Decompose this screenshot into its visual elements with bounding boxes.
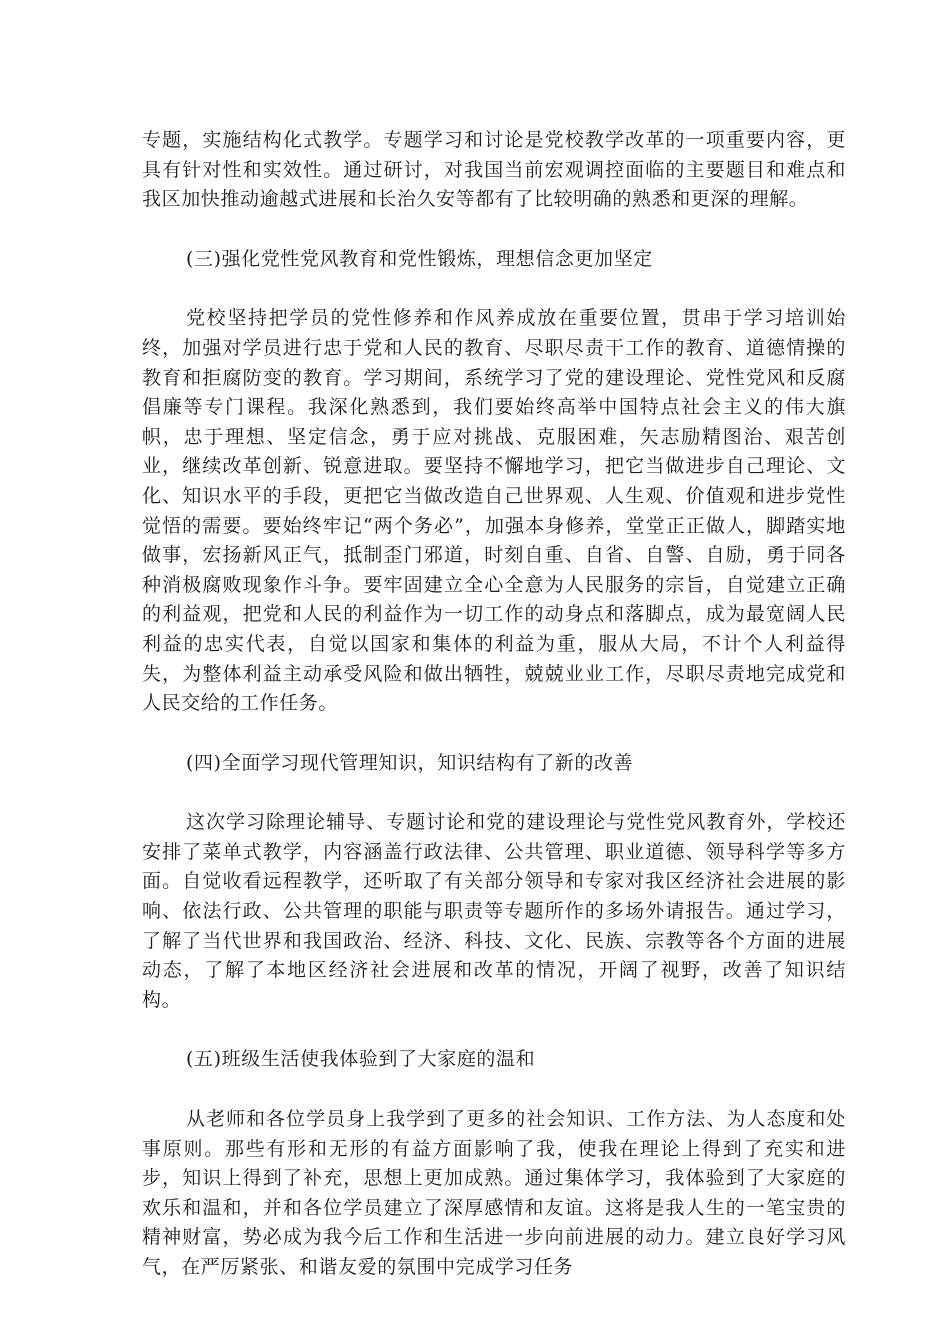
paragraph-continuation: 专题，实施结构化式教学。专题学习和讨论是党校教学改革的一项重要内容，更具有针对性和实效性。通过研讨，对我国当前宏观调控面临的主要题目和难点和我区加快推动逾越式进展和长治久安等都有了比较明确的熟悉和更深的理解。 [142,129,846,211]
paragraph-party-spirit: 党校坚持把学员的党性修养和作风养成放在重要位置，贯串于学习培训始终，加强对学员进行忠于党和人民的教育、尽职尽责干工作的教育、道德情操的教育和拒腐防变的教育。学习期间，系统学习了党的建设理论、党性党风和反腐倡廉等专门课程。我深化熟悉到，我们要始终高举中国特点社会主义的伟大旗帜，忠于理想、坚定信念，勇于应对挑战、克服困难，矢志励精图治、艰苦创业，继续改革创新、锐意进取。要坚持不懈地学习，把它当做进步自己理论、文化、知识水平的手段，更把它当做改造自己世界观、人生观、价值观和进步党性觉悟的需要。要始终牢记“两个务必”，加强本身修养，堂堂正正做人，脚踏实地做事，宏扬新风正气，抵制歪门邪道，时刻自重、自省、自警、自励，勇于同各种消极腐败现象作斗争。要牢固建立全心全意为人民服务的宗旨，自觉建立正确的利益观，把党和人民的利益作为一切工作的动身点和落脚点，成为最宽阔人民利益的忠实代表，自觉以国家和集体的利益为重，服从大局，不计个人利益得失，为整体利益主动承受风险和做出牺牲，兢兢业业工作，尽职尽责地完成党和人民交给的工作任务。 [142,307,846,715]
paragraph-class-life: 从老师和各位学员身上我学到了更多的社会知识、工作方法、为人态度和处事原则。那些有形和无形的有益方面影响了我，使我在理论上得到了充实和进步，知识上得到了补充，思想上更加成熟。通过集体学习，我体验到了大家庭的欢乐和温和，并和各位学员建立了深厚感情和友谊。这将是我人生的一笔宝贵的精神财富，势必成为我今后工作和生活进一步向前进展的动力。建立良好学习风气，在严厉紧张、和谐友爱的氛围中完成学习任务 [142,1108,846,1278]
section-heading-4: (四)全面学习现代管理知识，知识结构有了新的改善 [186,751,634,774]
document-body [142,126,846,1313]
paragraph-management-knowledge: 这次学习除理论辅导、专题讨论和党的建设理论与党性党风教育外，学校还安排了菜单式教学，内容涵盖行政法律、公共管理、职业道德、领导科学等多方面。自觉收看远程教学，还听取了有关部分领导和专家对我区经济社会进展的影响、依法行政、公共管理的职能与职责等专题所作的多场外请报告。通过学习，了解了当代世界和我国政治、经济、科技、文化、民族、宗教等各个方面的进展动态，了解了本地区经济社会进展和改革的情况，开阔了视野，改善了知识结构。 [142,811,846,1011]
section-heading-3: (三)强化党性党风教育和党性锻炼，理想信念更加坚定 [186,247,653,270]
section-heading-5: (五)班级生活使我体验到了大家庭的温和 [186,1048,536,1071]
